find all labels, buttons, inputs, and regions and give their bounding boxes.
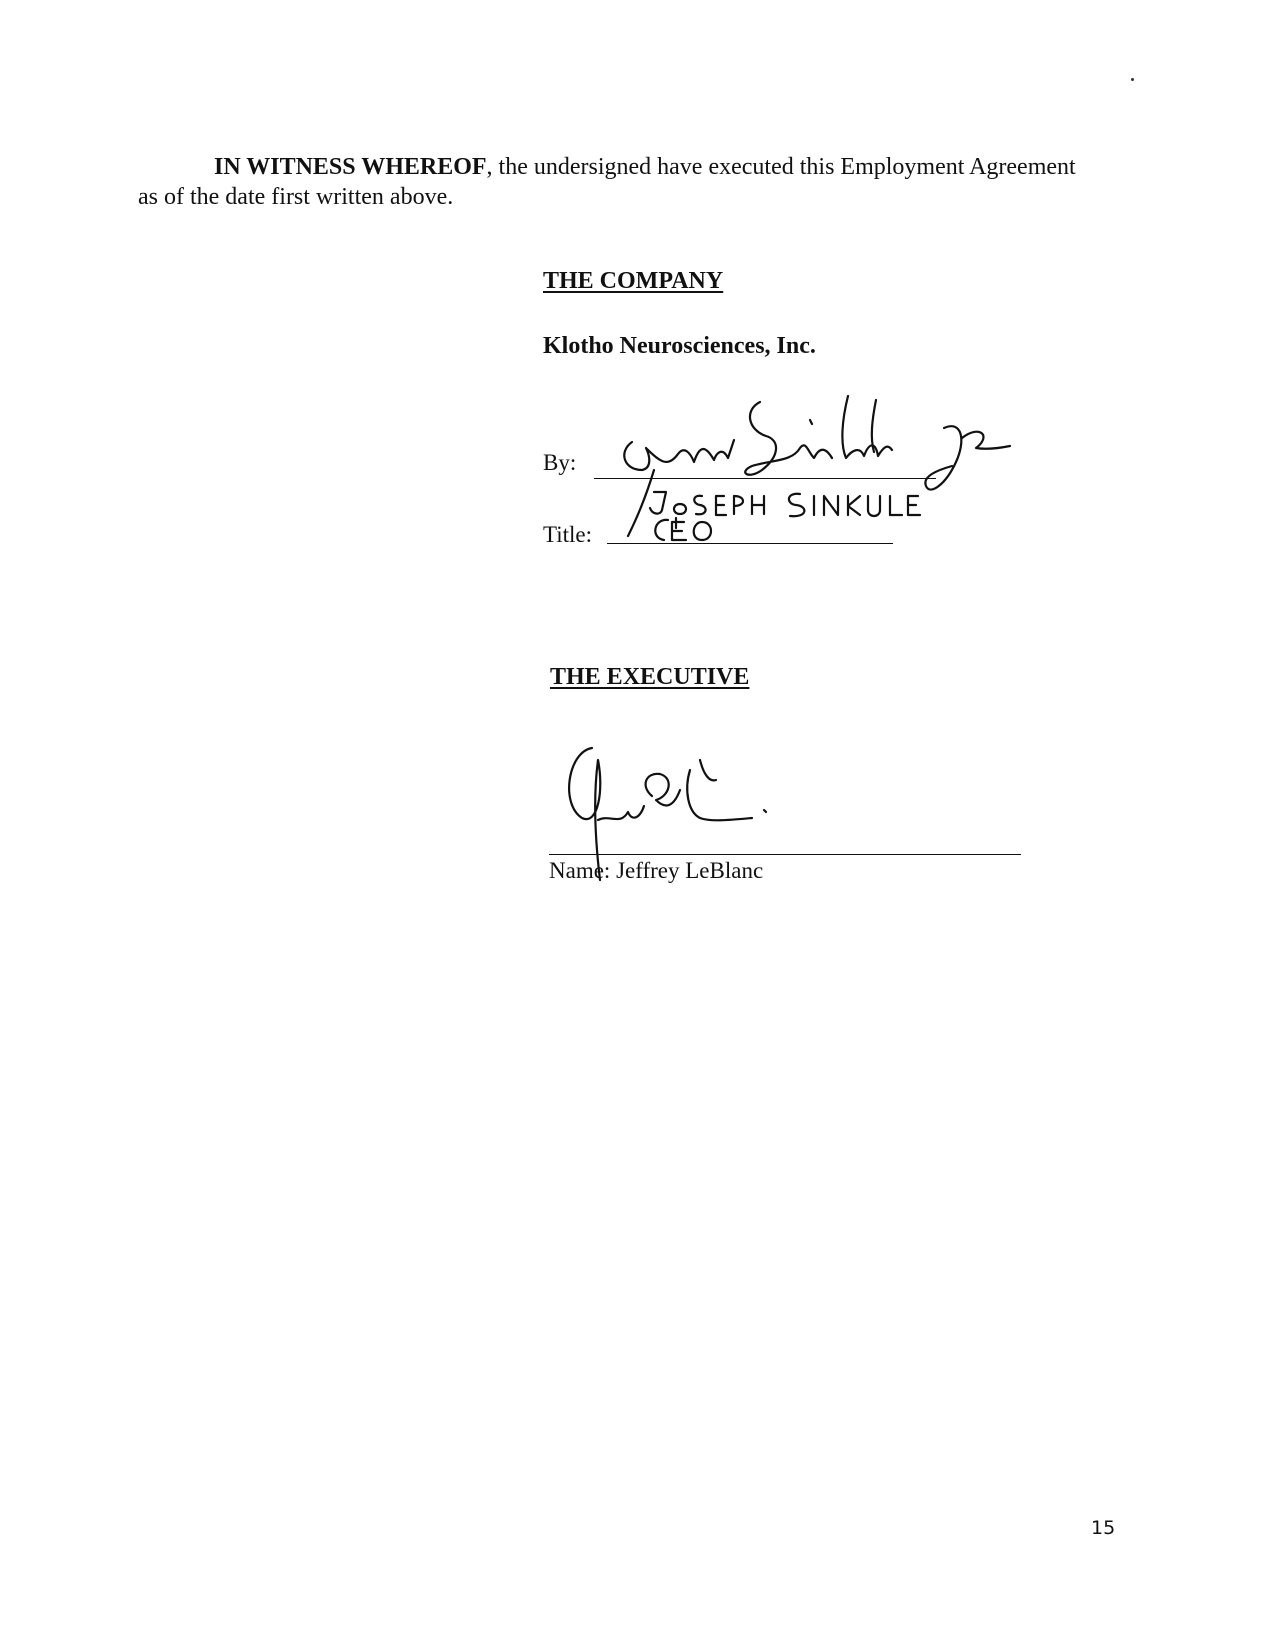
witness-line-2: as of the date first written above. (138, 184, 454, 210)
company-heading: THE COMPANY (543, 268, 724, 294)
company-initials (925, 426, 1010, 489)
company-printed-name (650, 492, 920, 516)
scan-speck (1131, 78, 1134, 81)
page-number: 15 (1091, 1517, 1116, 1539)
executive-name-line (549, 858, 763, 884)
executive-heading: THE EXECUTIVE (550, 664, 750, 690)
company-name: Klotho Neurosciences, Inc. (543, 333, 816, 359)
witness-line-1-rest: , the undersigned have executed this Employment Agreement (486, 154, 1076, 180)
company-title-handwritten (655, 518, 711, 540)
witness-line-1 (138, 152, 1148, 182)
by-label: By: (543, 450, 577, 475)
company-signature (624, 396, 892, 536)
title-label: Title: (543, 522, 593, 547)
executive-name: Jeffrey LeBlanc (616, 858, 764, 883)
executive-signature-line (549, 854, 1021, 855)
by-signature-line (594, 478, 936, 479)
title-signature-line (607, 543, 893, 544)
name-label: Name: (549, 858, 611, 883)
witness-clause (138, 152, 1148, 212)
witness-lead: IN WITNESS WHEREOF (214, 154, 487, 180)
